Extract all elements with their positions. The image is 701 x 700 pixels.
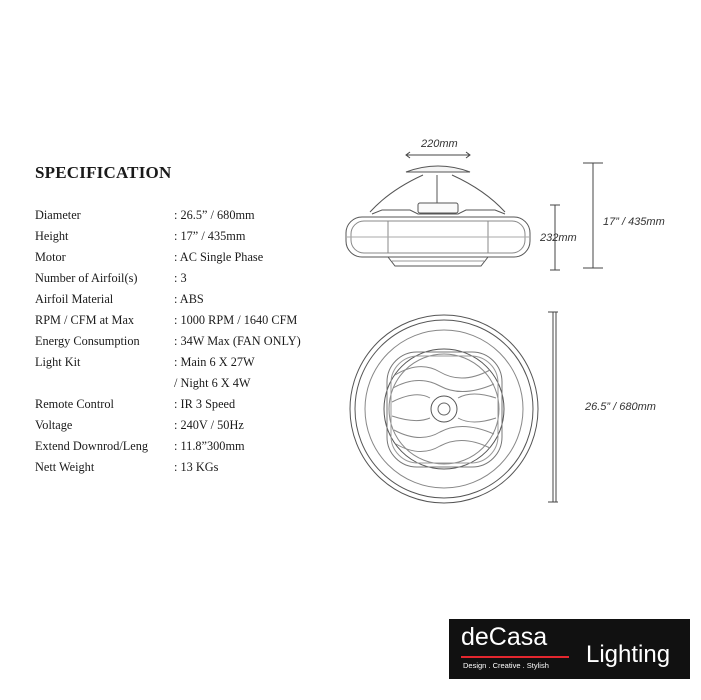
spec-value: : Main 6 X 27W — [174, 355, 255, 369]
spec-label: Diameter — [35, 208, 81, 222]
spec-label: Extend Downrod/Leng — [35, 439, 149, 453]
spec-value: : 26.5” / 680mm — [174, 208, 255, 222]
logo-wordmark: deCasa — [461, 623, 548, 651]
spec-value: / Night 6 X 4W — [174, 376, 251, 390]
spec-label: Number of Airfoil(s) — [35, 271, 138, 285]
top-view — [350, 312, 558, 503]
spec-title: SPECIFICATION — [35, 163, 172, 182]
body-height-label: 232mm — [540, 232, 577, 244]
spec-label: Energy Consumption — [35, 334, 140, 348]
spec-value: : 34W Max (FAN ONLY) — [174, 334, 301, 348]
spec-label: Motor — [35, 250, 66, 264]
spec-value: : 17” / 435mm — [174, 229, 246, 243]
side-view — [346, 152, 603, 270]
spec-label: Light Kit — [35, 355, 81, 369]
diameter-label: 26.5” / 680mm — [585, 401, 656, 413]
spec-value: : AC Single Phase — [174, 250, 264, 264]
logo-tagline: Design . Creative . Stylish — [463, 661, 549, 670]
logo-lighting-text: Lighting — [586, 641, 671, 668]
spec-value: : 3 — [174, 271, 187, 285]
brand-logo — [449, 619, 690, 679]
total-height-label: 17” / 435mm — [603, 216, 665, 228]
spec-value: : 1000 RPM / 1640 CFM — [174, 313, 298, 327]
spec-label: Airfoil Material — [35, 292, 114, 306]
spec-value: : 13 KGs — [174, 460, 219, 474]
spec-value: : 240V / 50Hz — [174, 418, 244, 432]
spec-label: Voltage — [35, 418, 73, 432]
spec-label: Height — [35, 229, 69, 243]
spec-value: : ABS — [174, 292, 204, 306]
logo-accent-line — [461, 656, 569, 658]
spec-label: RPM / CFM at Max — [35, 313, 135, 327]
spec-label: Remote Control — [35, 397, 114, 411]
spec-value: : 11.8”300mm — [174, 439, 245, 453]
top-width-label: 220mm — [421, 138, 458, 150]
spec-value: : IR 3 Speed — [174, 397, 236, 411]
spec-label: Nett Weight — [35, 460, 95, 474]
